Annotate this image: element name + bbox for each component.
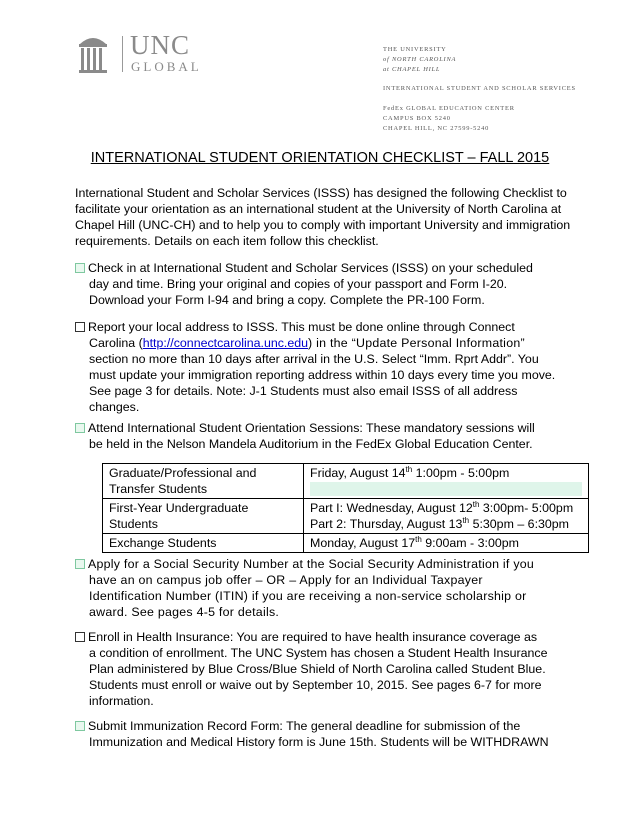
checkbox-icon[interactable] [75, 632, 85, 642]
checklist-item-check-in: Check in at International Student and Scholar Services (ISSS) on your scheduled day and time. Bring your original and copies of your passport and Form I-20. Download your Form I-94 and bring a copy. Complete the PR-100 Form. [75, 260, 580, 308]
checkbox-icon[interactable] [75, 559, 85, 569]
address-line: FedEx GLOBAL EDUCATION CENTER [383, 105, 515, 112]
address-line: INTERNATIONAL STUDENT AND SCHOLAR SERVICES [383, 85, 576, 92]
address-line: CAMPUS BOX 5240 [383, 115, 451, 122]
checkbox-icon[interactable] [75, 263, 85, 273]
address-line: at CHAPEL HILL [383, 66, 441, 73]
page-title: INTERNATIONAL STUDENT ORIENTATION CHECKLIST – FALL 2015 [90, 150, 550, 166]
logo-divider [122, 36, 123, 72]
old-well-icon [78, 34, 108, 74]
checkbox-icon[interactable] [75, 721, 85, 731]
table-cell-group: Graduate/Professional and Transfer Students [103, 464, 304, 499]
table-row [103, 499, 589, 534]
checkbox-icon[interactable] [75, 423, 85, 433]
table-cell-date: Friday, August 14th 1:00pm - 5:00pm [304, 464, 589, 499]
checklist-item-orientation: Attend International Student Orientation Sessions: These mandatory sessions will be held in the Nelson Mandela Auditorium in the FedEx Global Education Center. [75, 420, 580, 452]
logo-global-text: GLOBAL [131, 59, 202, 74]
orientation-sessions-table [102, 463, 589, 553]
connect-carolina-link[interactable]: http://connectcarolina.unc.edu [142, 336, 309, 350]
checklist-item-address: Report your local address to ISSS. This must be done online through Connect Carolina (http://connectcarolina.unc.edu) in the “Update Personal Information” section no more than 10 days after arrival in the U.S. Select “Imm. Rprt Addr”. You must update your immigration reporting address within 10 days every time you move. See page 3 for details. Note: J-1 Students must also email ISSS of all address changes. [75, 319, 580, 415]
address-line: THE UNIVERSITY [383, 46, 447, 53]
highlight-bar [310, 482, 582, 496]
intro-paragraph: International Student and Scholar Services (ISSS) has designed the following Checklist to facilitate your orientation as an international student at the University of North Carolina at Chapel Hill (UNC-CH) and to help you to comply with important University and immigration requirements. Details on each item follow this checklist. [75, 186, 571, 248]
checklist-item-insurance: Enroll in Health Insurance: You are required to have health insurance coverage as a condition of enrollment. The UNC System has chosen a Student Health Insurance Plan administered by Blue Cross/Blue Shield of North Carolina called Student Blue. Students must enroll or waive out by September 10, 2015. See pages 6-7 for more information. [75, 629, 580, 709]
address-line: of NORTH CAROLINA [383, 56, 457, 63]
table-row [103, 464, 589, 499]
logo-unc-text: UNC [130, 30, 191, 60]
checklist-item-ssn: Apply for a Social Security Number at the Social Security Administration if you have an on campus job offer – OR – Apply for an Individual Taxpayer Identification Number (ITIN) if you are receiving a non-service scholarship or award. See pages 4-5 for details. [75, 556, 580, 620]
table-row [103, 534, 589, 553]
table-cell-date: Monday, August 17th 9:00am - 3:00pm [304, 534, 589, 553]
address-line: CHAPEL HILL, NC 27599-5240 [383, 125, 490, 132]
checklist-item-immunization: Submit Immunization Record Form: The general deadline for submission of the Immunization and Medical History form is June 15th. Students will be WITHDRAWN [75, 718, 580, 750]
table-cell-date: Part I: Wednesday, August 12th 3:00pm- 5:00pm Part 2: Thursday, August 13th 5:30pm – 6:30pm [304, 499, 589, 534]
unc-global-logo [78, 30, 218, 78]
checkbox-icon[interactable] [75, 322, 85, 332]
table-cell-group: Exchange Students [103, 534, 304, 553]
table-cell-group: First-Year Undergraduate Students [103, 499, 304, 534]
